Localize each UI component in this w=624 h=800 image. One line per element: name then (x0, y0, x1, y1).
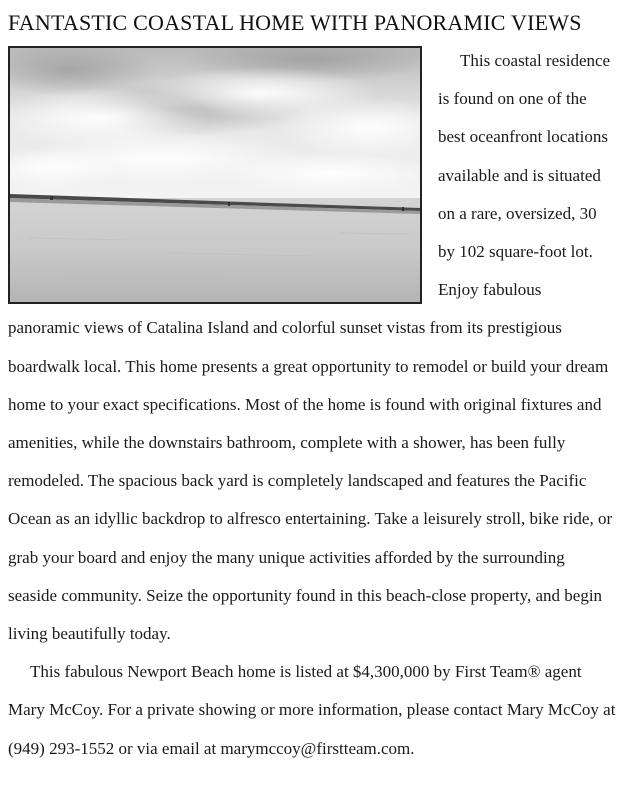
article-paragraph-text: This fabulous Newport Beach home is listed at $4,300,000 by First Team® agent Mary McCoy. For a private showing or more information, please contact Mary McCoy at (949) 293-1552 or via email at marymccoy@firstteam.com. (8, 662, 616, 758)
article-paragraph-text: This coastal residence is found on one of the best oceanfront locations available and is situated on a rare, oversized, 30 by 102 square-foot lot. Enjoy fabulous panoramic views of Catalina Island and colorful sunset vistas from its prestigious boardwalk local. This home presents a great opportunity to remodel or build your dream home to your exact specifications. Most of the home is found with original fixtures and amenities, while the downstairs bathroom, complete with a shower, has been fully remodeled. The spacious back yard is completely landscaped and features the Pacific Ocean as an idyllic backdrop to alfresco entertaining. Take a leisurely stroll, bike ride, or grab your board and enjoy the many unique activities afforded by the surrounding seaside community. Seize the opportunity found in this beach-close property, and begin living beautifully today. (8, 51, 613, 644)
article-body (8, 42, 616, 768)
article-paragraph (8, 653, 616, 768)
article-title: FANTASTIC COASTAL HOME WITH PANORAMIC VIEWS (8, 10, 582, 35)
